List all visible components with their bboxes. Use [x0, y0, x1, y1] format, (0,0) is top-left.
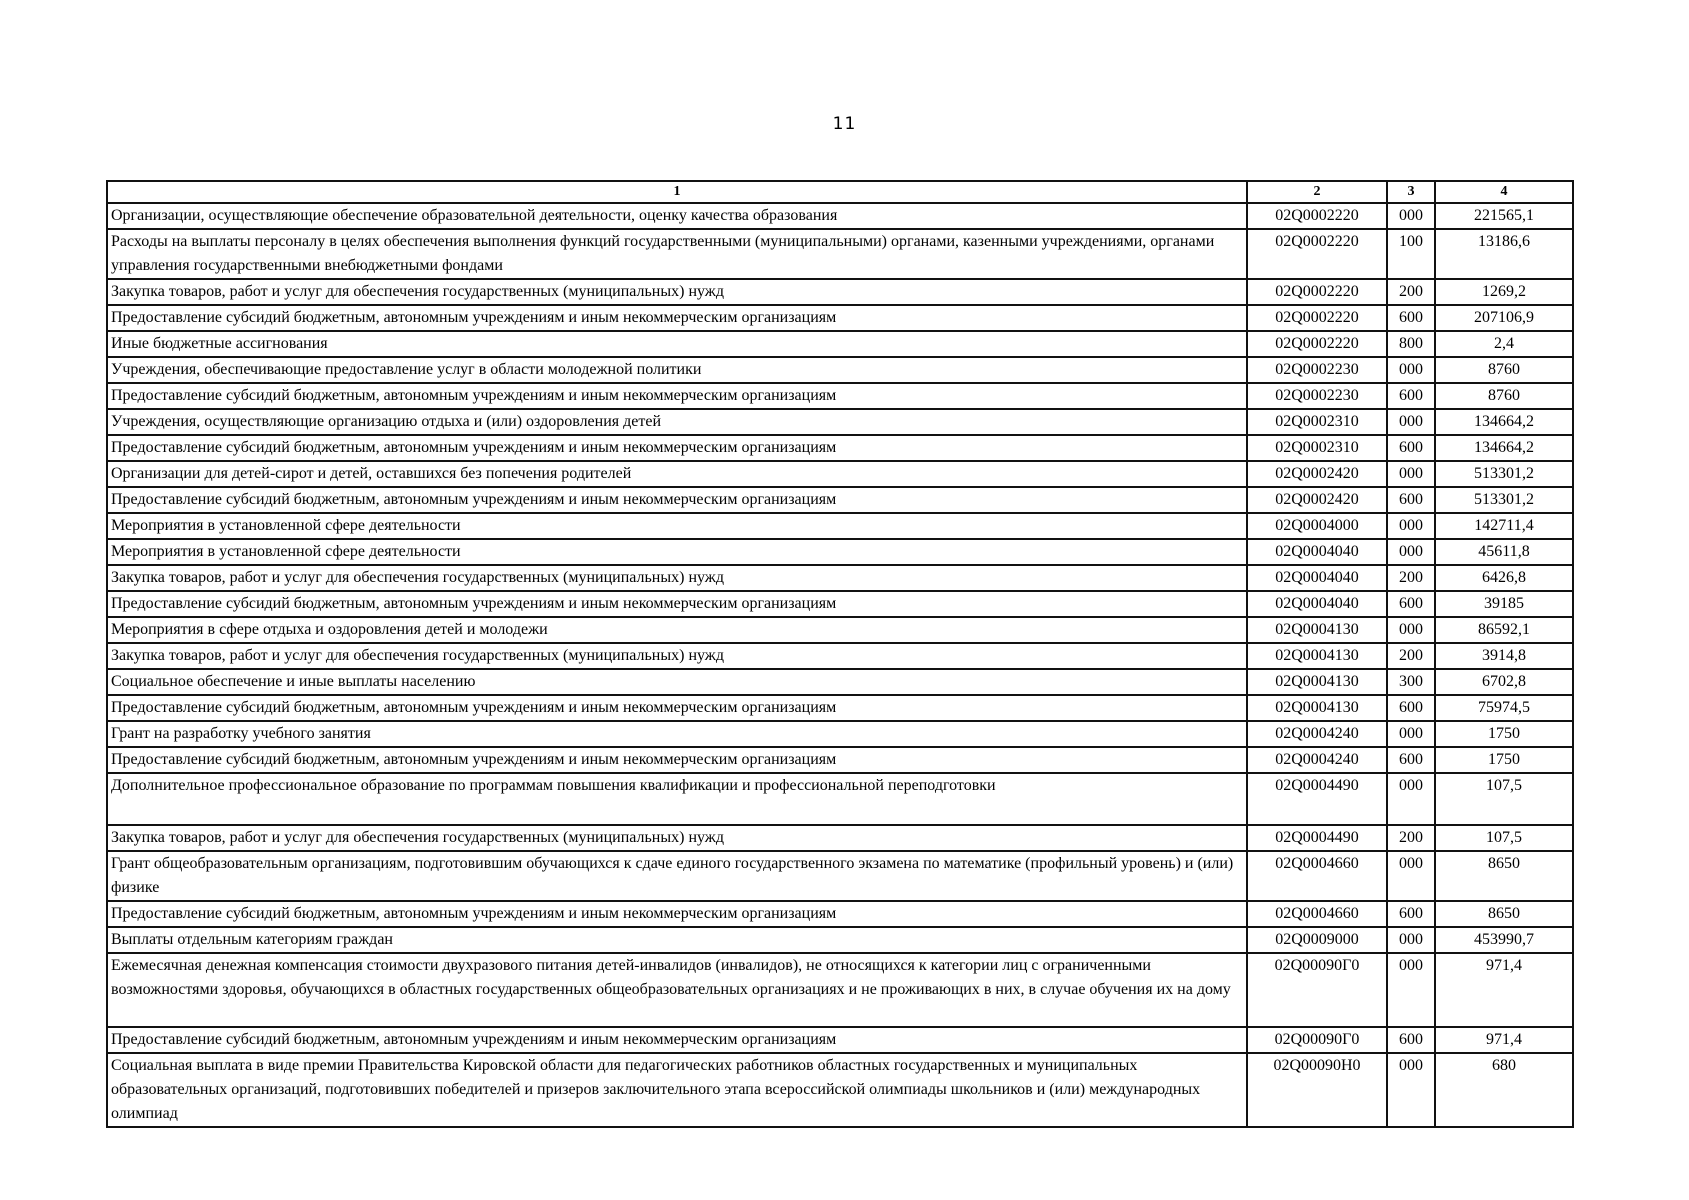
row-code: 02Q0004660 [1247, 851, 1387, 901]
row-expense-type: 600 [1387, 747, 1435, 773]
row-amount: 13186,6 [1435, 229, 1573, 279]
table-row [107, 331, 1573, 357]
row-name: Грант на разработку учебного занятия [107, 721, 1247, 747]
row-name: Организации, осуществляющие обеспечение образовательной деятельности, оценку качества образования [107, 203, 1247, 229]
row-expense-type: 800 [1387, 331, 1435, 357]
row-code: 02Q0004130 [1247, 617, 1387, 643]
row-amount: 6702,8 [1435, 669, 1573, 695]
row-code: 02Q0004040 [1247, 539, 1387, 565]
row-expense-type: 000 [1387, 927, 1435, 953]
row-amount: 207106,9 [1435, 305, 1573, 331]
row-expense-type: 200 [1387, 565, 1435, 591]
row-expense-type: 200 [1387, 825, 1435, 851]
row-amount: 8760 [1435, 357, 1573, 383]
row-name: Мероприятия в установленной сфере деятельности [107, 513, 1247, 539]
row-code: 02Q0002310 [1247, 409, 1387, 435]
row-code: 02Q0002230 [1247, 357, 1387, 383]
table-row [107, 383, 1573, 409]
row-name: Грант общеобразовательным организациям, подготовившим обучающихся к сдаче единого государственного экзамена по математике (профильный уровень) и (или) физике [107, 851, 1247, 901]
row-name: Закупка товаров, работ и услуг для обеспечения государственных (муниципальных) нужд [107, 279, 1247, 305]
row-expense-type: 000 [1387, 1053, 1435, 1127]
row-name: Ежемесячная денежная компенсация стоимости двухразового питания детей-инвалидов (инвалидов), не относящихся к категории лиц с ограниченными возможностями здоровья, обучающихся в областных государственных общеобразовательных организациях и не проживающих в них, в случае обучения их на дому [107, 953, 1247, 1027]
row-amount: 221565,1 [1435, 203, 1573, 229]
table-row [107, 539, 1573, 565]
row-name: Предоставление субсидий бюджетным, автономным учреждениям и иным некоммерческим организациям [107, 305, 1247, 331]
row-expense-type: 000 [1387, 851, 1435, 901]
table-row [107, 203, 1573, 229]
row-amount: 86592,1 [1435, 617, 1573, 643]
row-name: Предоставление субсидий бюджетным, автономным учреждениям и иным некоммерческим организациям [107, 591, 1247, 617]
row-amount: 2,4 [1435, 331, 1573, 357]
row-name: Закупка товаров, работ и услуг для обеспечения государственных (муниципальных) нужд [107, 825, 1247, 851]
row-amount: 39185 [1435, 591, 1573, 617]
row-code: 02Q0002220 [1247, 279, 1387, 305]
row-amount: 75974,5 [1435, 695, 1573, 721]
row-code: 02Q0002230 [1247, 383, 1387, 409]
row-expense-type: 600 [1387, 487, 1435, 513]
row-amount: 8650 [1435, 851, 1573, 901]
row-code: 02Q0004490 [1247, 825, 1387, 851]
row-amount: 8760 [1435, 383, 1573, 409]
table-row [107, 617, 1573, 643]
row-amount: 1269,2 [1435, 279, 1573, 305]
table-row [107, 721, 1573, 747]
table-row [107, 901, 1573, 927]
row-name: Предоставление субсидий бюджетным, автономным учреждениям и иным некоммерческим организациям [107, 1027, 1247, 1053]
table-row [107, 927, 1573, 953]
row-expense-type: 600 [1387, 1027, 1435, 1053]
row-amount: 142711,4 [1435, 513, 1573, 539]
row-code: 02Q0004130 [1247, 695, 1387, 721]
row-amount: 45611,8 [1435, 539, 1573, 565]
table-row [107, 229, 1573, 279]
row-code: 02Q00090Г0 [1247, 953, 1387, 1027]
row-code: 02Q0004240 [1247, 747, 1387, 773]
row-name: Выплаты отдельным категориям граждан [107, 927, 1247, 953]
row-expense-type: 600 [1387, 901, 1435, 927]
row-amount: 513301,2 [1435, 487, 1573, 513]
row-expense-type: 300 [1387, 669, 1435, 695]
row-name: Предоставление субсидий бюджетным, автономным учреждениям и иным некоммерческим организациям [107, 747, 1247, 773]
row-name: Социальная выплата в виде премии Правительства Кировской области для педагогических работников областных государственных и муниципальных образовательных организаций, подготовивших победителей и призеров заключительного этапа всероссийской олимпиады школьников и (или) международных олимпиад [107, 1053, 1247, 1127]
row-expense-type: 000 [1387, 617, 1435, 643]
row-code: 02Q0002420 [1247, 461, 1387, 487]
row-amount: 971,4 [1435, 953, 1573, 1027]
table-row [107, 305, 1573, 331]
row-amount: 1750 [1435, 747, 1573, 773]
row-amount: 453990,7 [1435, 927, 1573, 953]
table-row [107, 953, 1573, 1027]
row-code: 02Q0002220 [1247, 305, 1387, 331]
row-name: Учреждения, осуществляющие организацию отдыха и (или) оздоровления детей [107, 409, 1247, 435]
row-code: 02Q0004660 [1247, 901, 1387, 927]
row-amount: 1750 [1435, 721, 1573, 747]
row-amount: 3914,8 [1435, 643, 1573, 669]
table-row [107, 565, 1573, 591]
row-expense-type: 000 [1387, 203, 1435, 229]
row-expense-type: 000 [1387, 953, 1435, 1027]
row-amount: 513301,2 [1435, 461, 1573, 487]
row-code: 02Q0004130 [1247, 669, 1387, 695]
page-number: 11 [832, 114, 857, 134]
row-name: Иные бюджетные ассигнования [107, 331, 1247, 357]
row-expense-type: 600 [1387, 305, 1435, 331]
table-row [107, 513, 1573, 539]
table-row [107, 825, 1573, 851]
row-name: Предоставление субсидий бюджетным, автономным учреждениям и иным некоммерческим организациям [107, 695, 1247, 721]
table-row [107, 1027, 1573, 1053]
row-expense-type: 600 [1387, 591, 1435, 617]
table-row [107, 435, 1573, 461]
row-name: Закупка товаров, работ и услуг для обеспечения государственных (муниципальных) нужд [107, 643, 1247, 669]
row-expense-type: 600 [1387, 435, 1435, 461]
row-code: 02Q0009000 [1247, 927, 1387, 953]
header-col-2: 2 [1247, 181, 1387, 203]
row-name: Закупка товаров, работ и услуг для обеспечения государственных (муниципальных) нужд [107, 565, 1247, 591]
row-code: 02Q0004040 [1247, 565, 1387, 591]
table-row [107, 591, 1573, 617]
row-amount: 134664,2 [1435, 409, 1573, 435]
row-amount: 8650 [1435, 901, 1573, 927]
row-expense-type: 000 [1387, 721, 1435, 747]
table-row [107, 695, 1573, 721]
row-amount: 107,5 [1435, 773, 1573, 825]
table-header-row [107, 181, 1573, 203]
row-code: 02Q0004000 [1247, 513, 1387, 539]
row-name: Предоставление субсидий бюджетным, автономным учреждениям и иным некоммерческим организациям [107, 383, 1247, 409]
row-code: 02Q00090Н0 [1247, 1053, 1387, 1127]
row-code: 02Q0002310 [1247, 435, 1387, 461]
row-expense-type: 100 [1387, 229, 1435, 279]
row-expense-type: 000 [1387, 773, 1435, 825]
row-name: Расходы на выплаты персоналу в целях обеспечения выполнения функций государственными (муниципальными) органами, казенными учреждениями, органами управления государственными внебюджетными фондами [107, 229, 1247, 279]
row-code: 02Q0004040 [1247, 591, 1387, 617]
row-name: Предоставление субсидий бюджетным, автономным учреждениям и иным некоммерческим организациям [107, 435, 1247, 461]
row-expense-type: 000 [1387, 539, 1435, 565]
table-row [107, 279, 1573, 305]
row-expense-type: 000 [1387, 409, 1435, 435]
budget-table [106, 180, 1574, 1128]
row-name: Учреждения, обеспечивающие предоставление услуг в области молодежной политики [107, 357, 1247, 383]
row-name: Предоставление субсидий бюджетным, автономным учреждениям и иным некоммерческим организациям [107, 487, 1247, 513]
table-row [107, 773, 1573, 825]
table-row [107, 747, 1573, 773]
row-code: 02Q00090Г0 [1247, 1027, 1387, 1053]
row-name: Социальное обеспечение и иные выплаты населению [107, 669, 1247, 695]
row-code: 02Q0002220 [1247, 331, 1387, 357]
row-code: 02Q0004130 [1247, 643, 1387, 669]
header-col-1: 1 [107, 181, 1247, 203]
row-expense-type: 000 [1387, 357, 1435, 383]
table-row [107, 1053, 1573, 1127]
row-name: Мероприятия в установленной сфере деятельности [107, 539, 1247, 565]
row-name: Предоставление субсидий бюджетным, автономным учреждениям и иным некоммерческим организациям [107, 901, 1247, 927]
row-amount: 134664,2 [1435, 435, 1573, 461]
row-amount: 680 [1435, 1053, 1573, 1127]
row-amount: 6426,8 [1435, 565, 1573, 591]
header-col-4: 4 [1435, 181, 1573, 203]
row-name: Организации для детей-сирот и детей, оставшихся без попечения родителей [107, 461, 1247, 487]
header-col-3: 3 [1387, 181, 1435, 203]
row-amount: 107,5 [1435, 825, 1573, 851]
table-row [107, 669, 1573, 695]
row-expense-type: 600 [1387, 383, 1435, 409]
row-expense-type: 600 [1387, 695, 1435, 721]
row-amount: 971,4 [1435, 1027, 1573, 1053]
row-code: 02Q0002220 [1247, 229, 1387, 279]
table-row [107, 357, 1573, 383]
row-name: Мероприятия в сфере отдыха и оздоровления детей и молодежи [107, 617, 1247, 643]
row-expense-type: 000 [1387, 513, 1435, 539]
table-row [107, 851, 1573, 901]
row-expense-type: 200 [1387, 279, 1435, 305]
table-row [107, 487, 1573, 513]
row-code: 02Q0002420 [1247, 487, 1387, 513]
row-name: Дополнительное профессиональное образование по программам повышения квалификации и профессиональной переподготовки [107, 773, 1247, 825]
table-row [107, 409, 1573, 435]
row-code: 02Q0004240 [1247, 721, 1387, 747]
row-expense-type: 200 [1387, 643, 1435, 669]
table-row [107, 461, 1573, 487]
row-expense-type: 000 [1387, 461, 1435, 487]
table-row [107, 643, 1573, 669]
row-code: 02Q0002220 [1247, 203, 1387, 229]
row-code: 02Q0004490 [1247, 773, 1387, 825]
